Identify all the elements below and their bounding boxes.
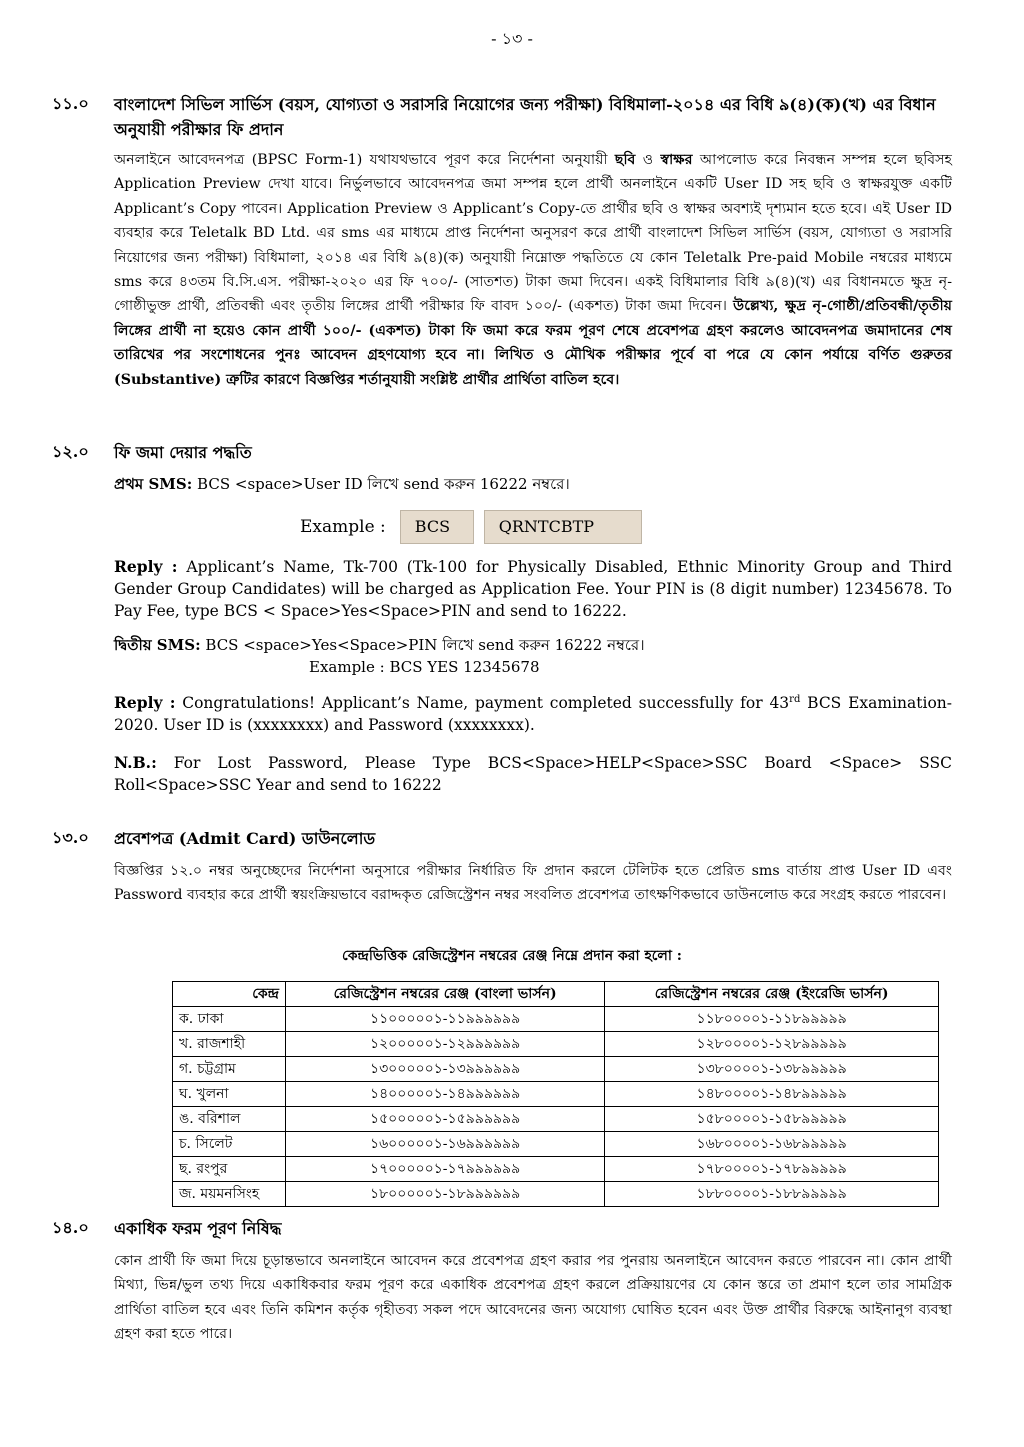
example-box-userid: QRNTCBTP: [484, 510, 642, 544]
example-label: Example :: [300, 517, 386, 537]
second-sms-label: দ্বিতীয় SMS:: [114, 636, 201, 654]
first-sms-line: [114, 473, 952, 495]
example-row: [300, 510, 642, 544]
table-row: [173, 1107, 939, 1132]
centre-cell: ঙ. বরিশাল: [173, 1107, 286, 1132]
english-range-cell: ১২৮০০০০১-১২৮৯৯৯৯৯: [605, 1032, 939, 1057]
section-11-bold-signature: স্বাক্ষর: [660, 152, 693, 168]
centre-cell: ঘ. খুলনা: [173, 1082, 286, 1107]
english-range-cell: ১৭৮০০০০১-১৭৮৯৯৯৯৯: [605, 1157, 939, 1182]
centre-cell: খ. রাজশাহী: [173, 1032, 286, 1057]
centre-cell: ছ. রংপুর: [173, 1157, 286, 1182]
nb-text: For Lost Password, Please Type BCS<Space>HELP<Space>SSC Board <Space> SSC Roll<Space>SSC Year and send to 16222: [114, 754, 952, 794]
header-centre: কেন্দ্র: [173, 982, 286, 1007]
table-caption: কেন্দ্রভিত্তিক রেজিস্ট্রেশন নম্বরের রেঞ্জ নিম্নে প্রদান করা হলো :: [342, 948, 682, 964]
nb-label: N.B.:: [114, 753, 157, 772]
reply-2-text-a: Congratulations! Applicant’s Name, payment completed successfully for 43: [175, 694, 790, 712]
section-11-bold-note: উল্লেখ্য, ক্ষুদ্র নৃ-গোষ্ঠী/প্রতিবন্ধী/তৃতীয় লিঙ্গের প্রার্থী না হয়েও কোন প্রার্থী ১০০/- (একশত) টাকা ফি জমা করে ফরম পূরণ শেষে প্রবেশপত্র গ্রহণ করলেও আবেদনপত্র জমাদানের শেষ তারিখের পর সংশোধনের পুনঃ আবেদন গ্রহণযোগ্য হবে না। লিখিত ও মৌখিক পরীক্ষার পূর্বে বা পরে যে কোন পর্যায়ে বর্ণিত গুরুতর (Substantive) ত্রুটির কারণে বিজ্ঞপ্তির শর্তানুযায়ী সংশ্লিষ্ট প্রার্থীর প্রার্থিতা বাতিল হবে।: [114, 298, 952, 388]
bangla-range-cell: ১২০০০০০১-১২৯৯৯৯৯৯: [286, 1032, 605, 1057]
english-range-cell: ১৪৮০০০০১-১৪৮৯৯৯৯৯: [605, 1082, 939, 1107]
english-range-cell: ১৩৮০০০০১-১৩৮৯৯৯৯৯: [605, 1057, 939, 1082]
registration-range-table: [172, 981, 939, 1207]
bangla-range-cell: ১৮০০০০০১-১৮৯৯৯৯৯৯: [286, 1182, 605, 1207]
reply-2: [114, 692, 952, 736]
section-13-title: প্রবেশপত্র (Admit Card) ডাউনলোড: [114, 829, 376, 848]
reply-2-superscript: rd: [789, 693, 801, 705]
page-number: - ১৩ -: [491, 29, 533, 48]
bangla-range-cell: ১৩০০০০০১-১৩৯৯৯৯৯৯: [286, 1057, 605, 1082]
section-14-number: ১৪.০: [52, 1218, 89, 1237]
header-bangla-range: রেজিস্ট্রেশন নম্বরের রেঞ্জ (বাংলা ভার্সন): [286, 982, 605, 1007]
bangla-range-cell: ১১০০০০০১-১১৯৯৯৯৯৯: [286, 1007, 605, 1032]
table-row: [173, 1007, 939, 1032]
section-11-body: [114, 148, 952, 392]
section-11-bold-photo: ছবি: [614, 152, 636, 168]
english-range-cell: ১৬৮০০০০১-১৬৮৯৯৯৯৯: [605, 1132, 939, 1157]
table-row: [173, 1132, 939, 1157]
centre-cell: চ. সিলেট: [173, 1132, 286, 1157]
reply-2-label: Reply :: [114, 693, 176, 712]
table-header-row: [173, 982, 939, 1007]
second-sms-line: [114, 634, 952, 656]
centre-cell: গ. চট্টগ্রাম: [173, 1057, 286, 1082]
english-range-cell: ১৮৮০০০০১-১৮৮৯৯৯৯৯: [605, 1182, 939, 1207]
section-12-heading: [52, 440, 952, 465]
header-english-range: রেজিস্ট্রেশন নম্বরের রেঞ্জ (ইংরেজি ভার্সন): [605, 982, 939, 1007]
table-row: [173, 1182, 939, 1207]
reply-1: [114, 556, 952, 622]
section-12: [52, 440, 952, 495]
table-row: [173, 1032, 939, 1057]
bangla-range-cell: ১৬০০০০০১-১৬৯৯৯৯৯৯: [286, 1132, 605, 1157]
section-11-title: বাংলাদেশ সিভিল সার্ভিস (বয়স, যোগ্যতা ও সরাসরি নিয়োগের জন্য পরীক্ষা) বিধিমালা-২০১৪ এর বিধি ৯(৪)(ক)(খ) এর বিধান অনুযায়ী পরীক্ষার ফি প্রদান: [114, 95, 936, 139]
english-range-cell: ১৫৮০০০০১-১৫৮৯৯৯৯৯: [605, 1107, 939, 1132]
section-14-heading: [52, 1216, 952, 1241]
section-11-text-and: ও: [635, 152, 661, 168]
section-13-number: ১৩.০: [52, 828, 89, 847]
first-sms-text: BCS <space>User ID লিখে send করুন 16222 নম্বরে।: [192, 475, 570, 493]
section-11-number: ১১.০: [52, 94, 89, 113]
section-13-heading: [52, 826, 952, 851]
section-11-text-1: অনলাইনে আবেদনপত্র (BPSC Form-1) যথাযথভাবে পূরণ করে নির্দেশনা অনুযায়ী: [114, 152, 615, 168]
section-14-body: কোন প্রার্থী ফি জমা দিয়ে চূড়ান্তভাবে অনলাইনে আবেদন করে প্রবেশপত্র গ্রহণ করার পর পুনরায় অনলাইনে আবেদন করতে পারবেন না। কোন প্রার্থী মিথ্যা, ভিন্ন/ভুল তথ্য দিয়ে একাধিকবার ফরম পূরণ করে একাধিক প্রবেশপত্র গ্রহণ করলে প্রক্রিয়ায়ণের যে কোন স্তরে তা প্রমাণ হলে তার সামগ্রিক প্রার্থিতা বাতিল হবে এবং তিনি কমিশন কর্তৃক গৃহীতব্য সকল পদে আবেদনের জন্য অযোগ্য ঘোষিত হবেন এবং উক্ত প্রার্থীর বিরুদ্ধে আইনানুগ ব্যবস্থা গ্রহণ করা হতে পারে।: [114, 1253, 952, 1343]
nb-note: [114, 752, 952, 796]
section-11-text-2: আপলোড করে নিবন্ধন সম্পন্ন হলে ছবিসহ Application Preview দেখা যাবে। নির্ভুলভাবে আবেদনপত্র জমা সম্পন্ন হলে প্রার্থী অনলাইনে একটি User ID সহ ছবি ও স্বাক্ষরযুক্ত একটি Applicant’s Copy পাবেন। Application Preview ও Applicant’s Copy-তে প্রার্থীর ছবি ও স্বাক্ষর অবশ্যই দৃশ্যমান হতে হবে। এই User ID ব্যবহার করে Teletalk BD Ltd. এর sms এর মাধ্যমে প্রাপ্ত নির্দেশনা অনুসরণ করে প্রার্থী বাংলাদেশ সিভিল সার্ভিস (বয়স, যোগ্যতা ও সরাসরি নিয়োগের জন্য পরীক্ষা) বিধিমালা, ২০১৪ এর বিধি ৯(৪)(ক) অনুযায়ী নিম্নোক্ত পদ্ধতিতে যে কোন Teletalk Pre-paid Mobile নম্বরের মাধ্যমে sms করে ৪৩তম বি.সি.এস. পরীক্ষা-২০২০ এর ফি ৭০০/- (সাতশত) টাকা জমা দিবেন। একই বিধিমালার বিধি ৯(৪)(খ) এর বিধানমতে ক্ষুদ্র নৃ-গোষ্ঠীভুক্ত প্রার্থী, প্রতিবন্ধী এবং তৃতীয় লিঙ্গের প্রার্থী পরীক্ষার ফি বাবদ ১০০/- (একশত) টাকা জমা দিবেন।: [114, 152, 953, 315]
second-sms-text: BCS <space>Yes<Space>PIN লিখে send করুন 16222 নম্বরে।: [200, 636, 645, 654]
reply-1-text: Applicant’s Name, Tk-700 (Tk-100 for Physically Disabled, Ethnic Minority Group and Third Gender Group Candidates) will be charged as Application Fee. Your PIN is (8 digit number) 12345678. To Pay Fee, type BCS < Space>Yes<Space>PIN and send to 16222.: [114, 558, 953, 620]
section-12-title: ফি জমা দেয়ার পদ্ধতি: [114, 443, 252, 462]
section-14: [52, 1216, 952, 1347]
centre-cell: ক. ঢাকা: [173, 1007, 286, 1032]
first-sms-label: প্রথম SMS:: [114, 475, 193, 493]
section-12-replies: [52, 556, 952, 796]
reply-2-text-b: BCS Examination-2020. User ID is (xxxxxxxx) and Password (xxxxxxxx).: [114, 694, 952, 734]
section-14-title: একাধিক ফরম পূরণ নিষিদ্ধ: [114, 1219, 282, 1238]
section-11-heading: [52, 92, 952, 142]
section-12-number: ১২.০: [52, 442, 89, 461]
table-row: [173, 1057, 939, 1082]
table-row: [173, 1157, 939, 1182]
reply-1-label: Reply :: [114, 557, 178, 576]
bangla-range-cell: ১৭০০০০০১-১৭৯৯৯৯৯৯: [286, 1157, 605, 1182]
bangla-range-cell: ১৪০০০০০১-১৪৯৯৯৯৯৯: [286, 1082, 605, 1107]
centre-cell: জ. ময়মনসিংহ: [173, 1182, 286, 1207]
example-box-bcs: BCS: [400, 510, 474, 544]
bangla-range-cell: ১৫০০০০০১-১৫৯৯৯৯৯৯: [286, 1107, 605, 1132]
section-13: [52, 826, 952, 908]
second-sms-example: Example : BCS YES 12345678: [309, 658, 540, 676]
section-13-body: বিজ্ঞপ্তির ১২.০ নম্বর অনুচ্ছেদের নির্দেশনা অনুসারে পরীক্ষার নির্ধারিত ফি প্রদান করলে টেলিটক হতে প্রেরিত sms বার্তায় প্রাপ্ত User ID এবং Password ব্যবহার করে প্রার্থী স্বয়ংক্রিয়ভাবে বরাদ্দকৃত রেজিস্ট্রেশন নম্বর সংবলিত প্রবেশপত্র তাৎক্ষণিকভাবে ডাউনলোড করে সংগ্রহ করতে পারবেন।: [114, 863, 952, 904]
section-11: [52, 92, 952, 392]
english-range-cell: ১১৮০০০০১-১১৮৯৯৯৯৯: [605, 1007, 939, 1032]
table-row: [173, 1082, 939, 1107]
